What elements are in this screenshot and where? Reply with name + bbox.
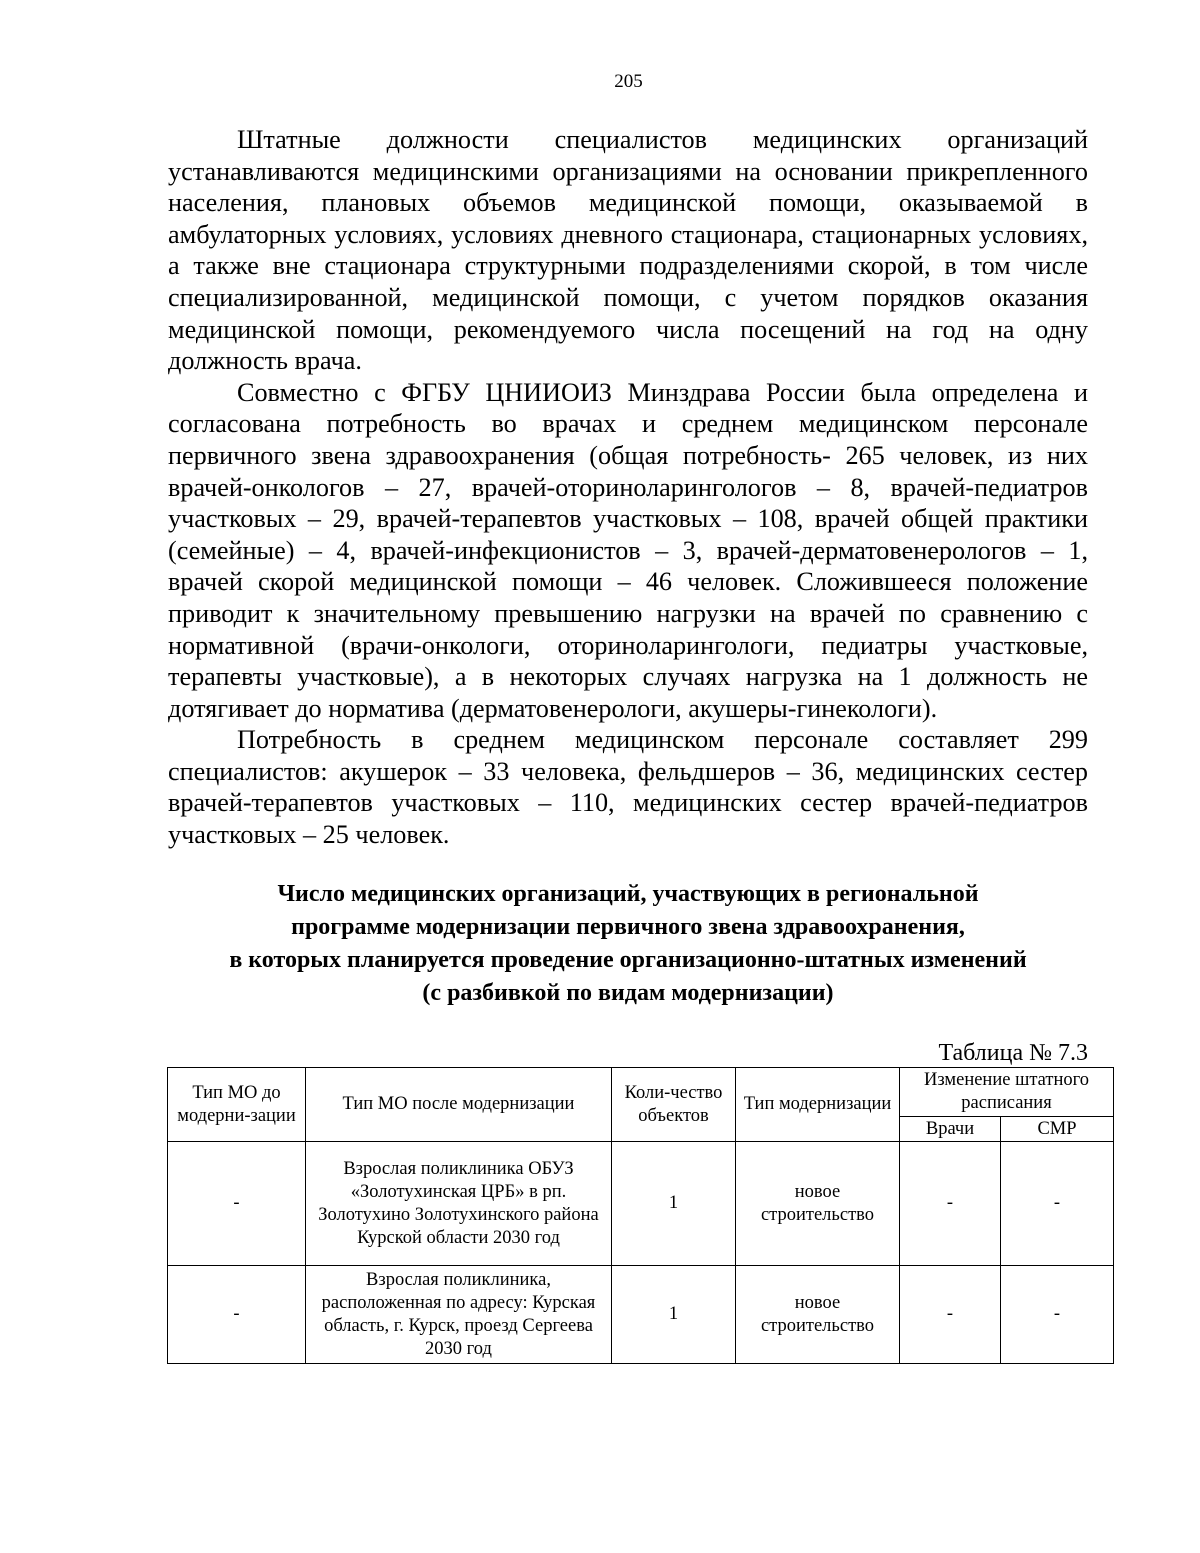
cell-count: 1 (612, 1142, 736, 1266)
table-title (150, 878, 1106, 1010)
cell-doctors: - (900, 1266, 1001, 1364)
paragraph-staff-needs: Совместно с ФГБУ ЦНИИОИЗ Минздрава России была определена и согласована потребность во врачах и среднем медицинском персонале первичного звена здравоохранения (общая потребность- 265 человек, из них врачей-онкологов – 27, врачей-оториноларингологов – 8, врачей-педиатров участковых – 29, врачей-терапевтов участковых – 108, врачей общей практики (семейные) – 4, врачей-инфекционистов – 3, врачей-дерматовенерологов – 1, врачей скорой медицинской помощи – 46 человек. Сложившееся положение приводит к значительному превышению нагрузки на врачей по сравнению с нормативной (врачи-онкологи, оториноларингологи, педиатры участковые, терапевты участковые), а в некоторых случаях нагрузка на 1 должность не дотягивает до норматива (дерматовенерологи, акушеры-гинекологи). (168, 377, 1088, 723)
paragraph-staff-positions: Штатные должности специалистов медицинских организаций устанавливаются медицинскими организациями на основании прикрепленного населения, плановых объемов медицинской помощи, оказываемой в амбулаторных условиях, условиях дневного стационара, стационарных условиях, а также вне стационара структурными подразделениями скорой, в том числе специализированной, медицинской помощи, с учетом порядков оказания медицинской помощи, рекомендуемого числа посещений на год на одну должность врача. (168, 125, 1088, 376)
cell-modernization-type: новое строительство (736, 1266, 900, 1364)
modernization-table (167, 1067, 1114, 1364)
header-type-before: Тип МО до модерни-зации (168, 1068, 306, 1142)
header-doctors: Врачи (900, 1117, 1001, 1142)
header-modernization-type: Тип модернизации (736, 1068, 900, 1142)
cell-doctors: - (900, 1142, 1001, 1266)
cell-type-before: - (168, 1142, 306, 1266)
cell-smr: - (1001, 1266, 1114, 1364)
table-row (168, 1142, 1114, 1266)
header-type-after: Тип МО после модернизации (306, 1068, 612, 1142)
header-smr: СМР (1001, 1117, 1114, 1142)
table-title-line: в которых планируется проведение организационно-штатных изменений (229, 947, 1027, 973)
table-header-row (168, 1068, 1114, 1117)
cell-modernization-type: новое строительство (736, 1142, 900, 1266)
cell-smr: - (1001, 1142, 1114, 1266)
table-title-line: (с разбивкой по видам модернизации) (422, 980, 834, 1006)
cell-count: 1 (612, 1266, 736, 1364)
cell-type-after: Взрослая поликлиника, расположенная по адресу: Курская область, г. Курск, проезд Сергеева 2030 год (306, 1266, 612, 1364)
table-caption: Таблица № 7.3 (938, 1040, 1088, 1066)
table-row (168, 1266, 1114, 1364)
paragraph-nursing-needs: Потребность в среднем медицинском персонале составляет 299 специалистов: акушерок – 33 человека, фельдшеров – 36, медицинских сестер врачей-терапевтов участковых – 110, медицинских сестер врачей-педиатров участковых – 25 человек. (168, 725, 1088, 850)
body-text (168, 124, 1088, 851)
table-title-line: программе модернизации первичного звена здравоохранения, (291, 914, 965, 940)
table-title-line: Число медицинских организаций, участвующих в региональной (277, 881, 979, 907)
cell-type-before: - (168, 1266, 306, 1364)
page-number: 205 (614, 71, 643, 92)
cell-type-after: Взрослая поликлиника ОБУЗ «Золотухинская ЦРБ» в рп. Золотухино Золотухинского района Курской области 2030 год (306, 1142, 612, 1266)
header-staff-change: Изменение штатного расписания (900, 1068, 1114, 1117)
header-count: Коли-чество объектов (612, 1068, 736, 1142)
